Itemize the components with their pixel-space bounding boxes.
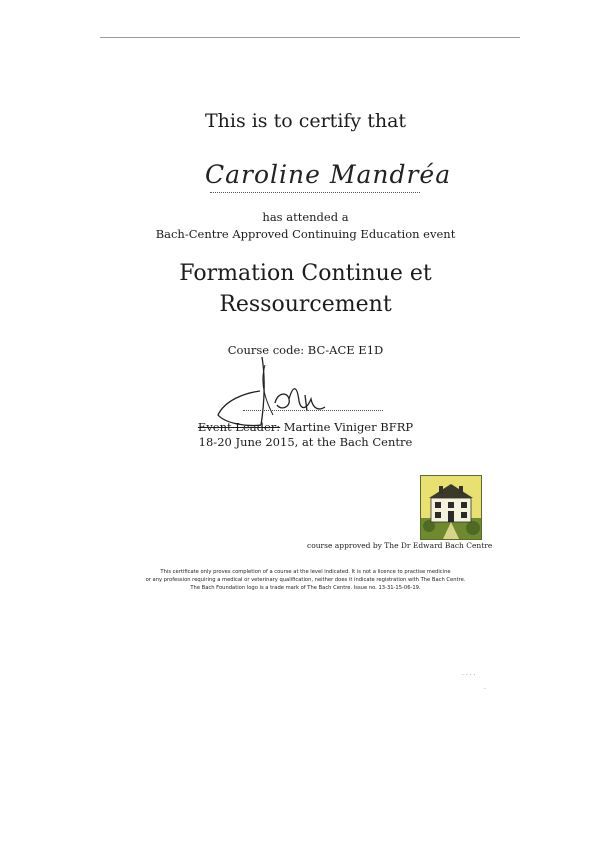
scan-artifact: · · · · [462,672,476,679]
course-title-line-1: Formation Continue et [179,261,432,286]
event-type-text: Bach-Centre Approved Continuing Education event [155,227,456,241]
course-title-line-2: Ressourcement [219,292,392,317]
course-code: Course code: BC-ACE E1D [227,343,384,357]
recipient-name-line [210,192,420,193]
course-title [0,258,611,320]
top-divider [100,37,520,38]
event-leader [0,420,611,434]
recipient-signature [205,160,452,196]
attended-text: has attended a [262,210,349,224]
leader-signature-line [243,410,383,411]
house-logo-icon [421,476,481,539]
disclaimer-line-2: or any profession requiring a medical or veterinary qualification, neither does it indicate registration with The Bach Centre. [145,577,466,583]
event-dates: 18-20 June 2015, at the Bach Centre [198,435,413,449]
event-leader-name: Martine Viniger BFRP [280,420,414,434]
recipient-signature-text: Caroline Mandréa [205,160,452,189]
scan-artifact: · [484,686,486,693]
bach-foundation-logo [420,475,482,540]
disclaimer-line-1: This certificate only proves completion of a course at the level indicated. It is not a licence to practise medicine [160,569,451,575]
approved-by-text: course approved by The Dr Edward Bach Centre [307,541,493,550]
event-leader-label: Event Leader: [197,420,281,434]
disclaimer [0,568,611,592]
certificate-heading: This is to certify that [204,110,407,132]
disclaimer-line-3: The Bach Foundation logo is a trade mark of The Bach Centre. Issue no. 13-31-15-06-19. [190,585,421,591]
